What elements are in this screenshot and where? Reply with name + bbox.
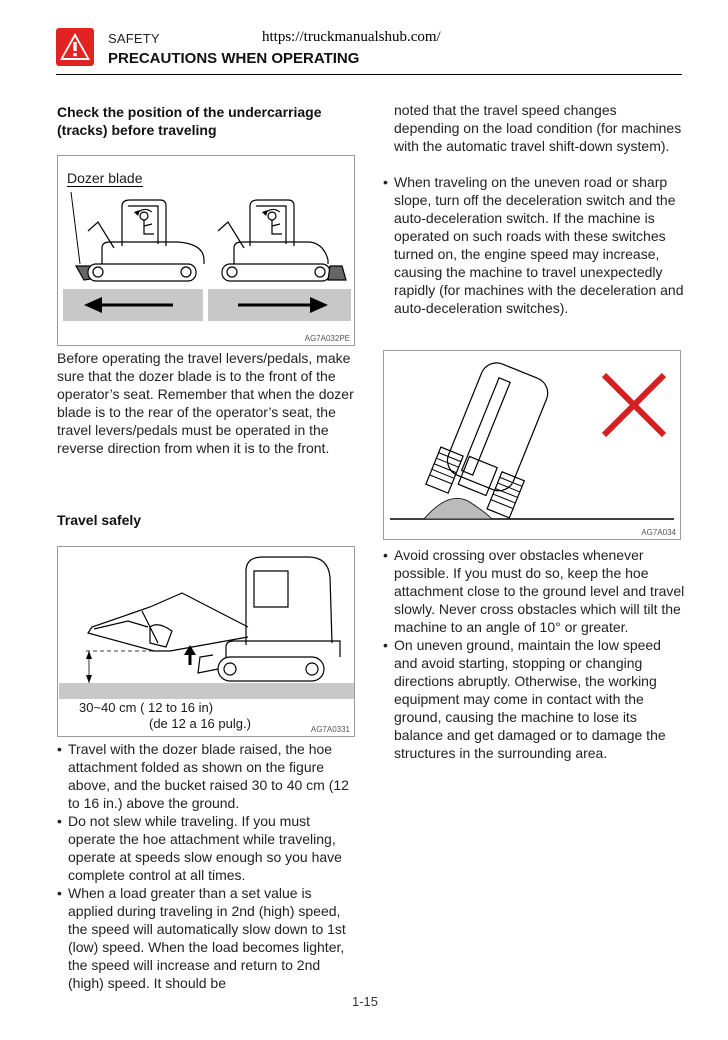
page-number: 1-15: [352, 994, 379, 1009]
travel-safely-list: [57, 740, 357, 992]
figure-code: AG7A0331: [310, 725, 350, 734]
obstacle-list: [383, 546, 685, 762]
header-divider: [56, 74, 682, 75]
measure-label: 30~40 cm ( 12 to 16 in): [79, 700, 214, 715]
page-title: PRECAUTIONS WHEN OPERATING: [108, 50, 360, 67]
list-item: • On uneven ground, maintain the low speed and avoid starting, stopping or changing directions abruptly. Otherwise, the working equipment may come in contact with the ground, causing the machine to lose its balance and get damaged or to damage the structures in the surrounding area.: [383, 636, 685, 762]
prohibited-cross-icon: [604, 375, 664, 435]
dozer-blade-label: Dozer blade: [67, 170, 143, 186]
heading-undercarriage-check: Check the position of the undercarriage (tracks) before traveling: [57, 104, 322, 138]
figure-obstacle-warning: [383, 350, 681, 540]
tilted-machine-illustration: [384, 351, 681, 540]
list-item: • When a load greater than a set value is applied during traveling in 2nd (high) speed, the speed will automatically slow down to 1st (low) speed. When the load becomes lighter, the speed will increase and return to 2nd (high) speed. It should be: [57, 884, 357, 992]
measure-label-spanish: (de 12 a 16 pulg.): [149, 716, 251, 731]
figure-code: AG7A034: [641, 528, 676, 537]
uneven-road-list: [383, 173, 685, 317]
list-item: • Travel with the dozer blade raised, the hoe attachment folded as shown on the figure above, and the bucket raised 30 to 40 cm (12 to 16 in.) above the ground.: [57, 740, 357, 812]
section-label: SAFETY: [108, 31, 160, 46]
figure-travel-position: [57, 546, 355, 737]
continuation-paragraph: noted that the travel speed changes depending on the load condition (for machines with the automatic travel shift-down system).: [394, 102, 682, 154]
source-url[interactable]: https://truckmanualshub.com/: [262, 29, 441, 45]
figure-code: AG7A032PE: [304, 334, 350, 343]
list-item: • When traveling on the uneven road or sharp slope, turn off the deceleration switch and the auto-deceleration switch. If the machine is operated on such roads with these switches turned on, the engine speed may increase, causing the machine to travel unexpectedly rapidly (for machines with the deceleration and auto-deceleration switches).: [383, 173, 685, 317]
warning-triangle-icon: [56, 28, 94, 66]
list-item: • Do not slew while traveling. If you must operate the hoe attachment while traveling, operate at speeds slow enough so you have complete control at all times.: [57, 812, 357, 884]
list-item: • Avoid crossing over obstacles whenever possible. If you must do so, keep the hoe attachment close to the ground level and travel slowly. Never cross obstacles which will tilt the machine to an angle of 10° or greater.: [383, 546, 685, 636]
heading-travel-safely: Travel safely: [57, 512, 142, 528]
figure-dozer-blade-position: [57, 155, 355, 346]
dozer-blade-paragraph: Before operating the travel levers/pedals, make sure that the dozer blade is to the front of the operator’s seat. Remember that when the dozer blade is to the rear of the operator’s seat, the travel levers/pedals must be operated in the reverse direction from when it is to the front.: [57, 350, 354, 456]
